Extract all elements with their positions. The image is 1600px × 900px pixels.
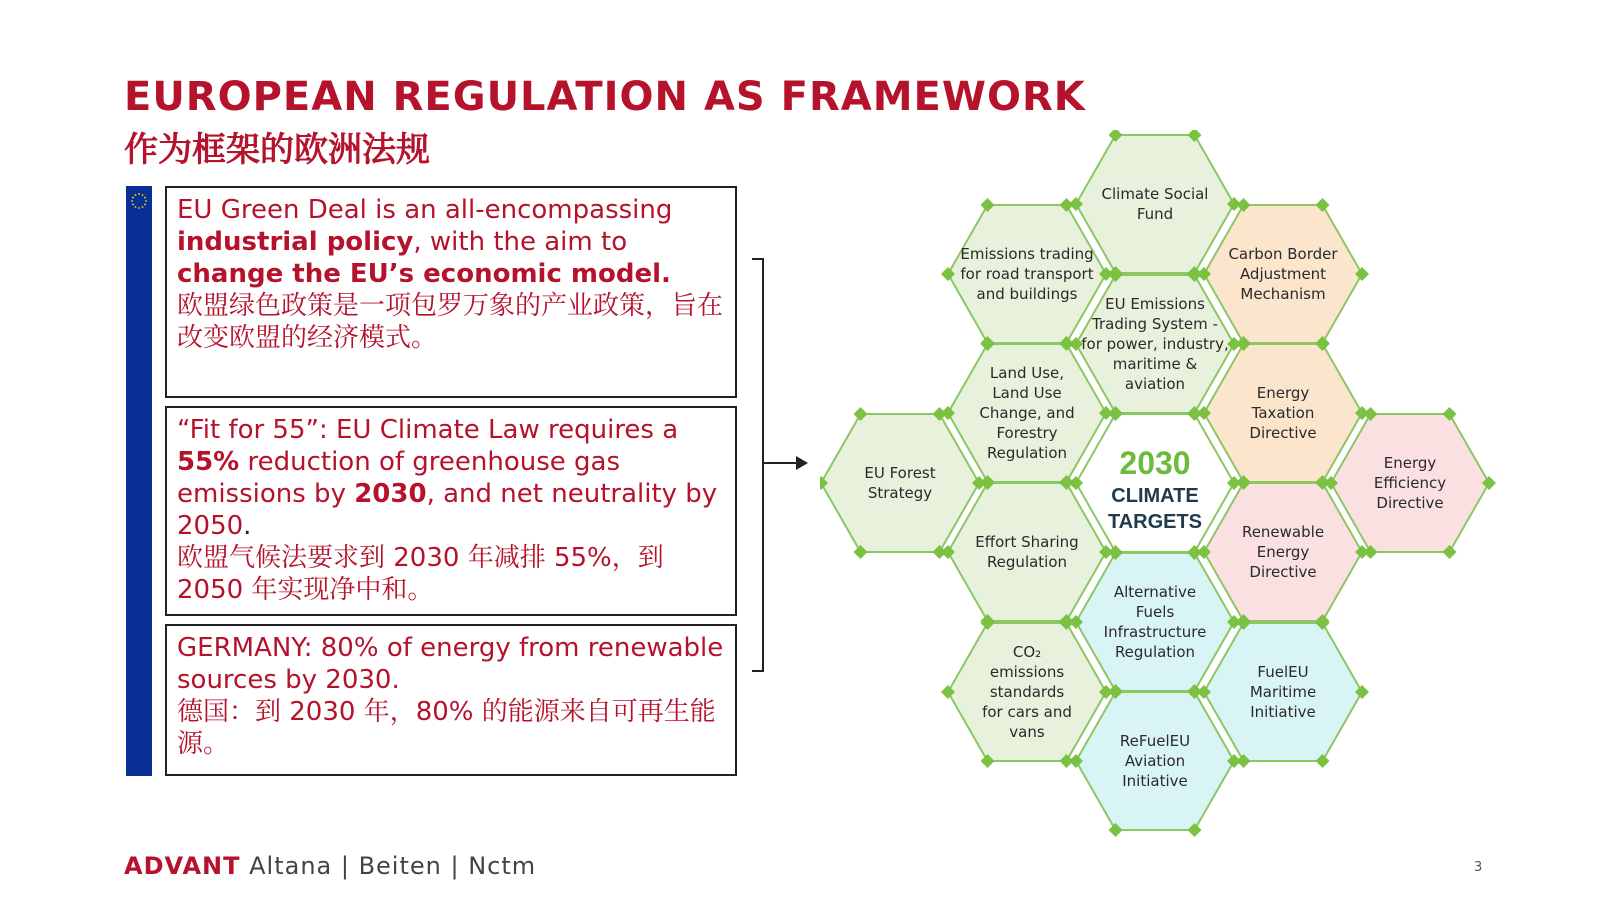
hex-label-line: Maritime (1249, 683, 1317, 701)
hex-label-lulucf (979, 364, 1074, 462)
box2-chinese-text: 欧盟气候法要求到 2030 年减排 55%，到 2050 年实现净中和。 (177, 543, 664, 605)
hex-label-line: for road transport (960, 265, 1094, 283)
hex-label-line: Regulation (986, 553, 1068, 571)
hex-label-energy-efficiency (1374, 454, 1446, 512)
hex-label-line: Land Use (992, 384, 1062, 402)
hex-label-line: EU Forest (864, 464, 936, 482)
hex-label-line: Directive (1376, 494, 1444, 512)
green-deal-box (165, 186, 737, 398)
box2-bold-1: 55% (177, 447, 240, 477)
box3-chinese-text: 德国：到 2030 年，80% 的能源来自可再生能源。 (177, 697, 716, 759)
hex-label-line: Taxation (1251, 404, 1315, 422)
eu-blue-bar (126, 186, 152, 776)
hex-label-line: Directive (1249, 424, 1317, 442)
hex-label-line: Fund (1136, 205, 1174, 223)
hex-label-line: Energy (1256, 543, 1310, 561)
fit-for-55-box (165, 406, 737, 616)
germany-box (165, 624, 737, 776)
right-bracket (752, 258, 764, 672)
slide-title: EUROPEAN REGULATION AS FRAMEWORK (124, 74, 1086, 120)
hex-label-line: Emissions trading (960, 245, 1094, 263)
hex-effort-sharing (948, 483, 1106, 621)
hex-label-line: FuelEU (1257, 663, 1309, 681)
box1-chinese-text: 欧盟绿色政策是一项包罗万象的产业政策，旨在改变欧盟的经济模式。 (177, 291, 724, 353)
hex-label-line: Energy (1256, 384, 1310, 402)
box1-bold-2: change the EU’s economic model. (177, 259, 671, 289)
hex-label-line: Change, and (979, 404, 1075, 422)
slide-subtitle-chinese: 作为框架的欧洲法规 (124, 130, 430, 170)
center-year: 2030 (1119, 445, 1191, 481)
hex-label-line: for cars and (982, 703, 1072, 721)
hex-label-line: Initiative (1250, 703, 1316, 721)
hex-label-line: Initiative (1122, 772, 1188, 790)
hex-label-line: Carbon Border (1228, 245, 1338, 263)
hex-label-line: vans (1009, 723, 1045, 741)
hex-label-line: ReFuelEU (1119, 732, 1191, 750)
hex-label-line: Renewable (1241, 523, 1325, 541)
climate-targets-hex-diagram (820, 130, 1550, 850)
hex-label-line: Climate Social (1101, 185, 1209, 203)
hex-label-line: CO₂ (1012, 643, 1042, 661)
hex-label-line: emissions (989, 663, 1065, 681)
hex-label-line: Regulation (1114, 643, 1196, 661)
hex-label-line: Trading System - (1092, 315, 1218, 333)
company-logo (124, 852, 536, 880)
hex-label-line: EU Emissions (1105, 295, 1205, 313)
hex-label-line: and buildings (976, 285, 1078, 303)
hex-eu-forest (821, 414, 979, 552)
logo-brand: ADVANT (124, 852, 241, 880)
hex-climate-social-fund (1076, 135, 1234, 273)
hex-label-refueleu-aviation (1120, 732, 1190, 790)
hex-label-line: Regulation (986, 444, 1068, 462)
arrow-line (762, 462, 798, 464)
box3-text: GERMANY: 80% of energy from renewable sources by 2030. (177, 633, 724, 695)
hex-label-line: Fuels (1135, 603, 1175, 621)
hex-label-energy-taxation (1249, 384, 1316, 442)
hex-label-line: Adjustment (1239, 265, 1327, 283)
box2-text-1: “Fit for 55”: EU Climate Law requires a (177, 415, 679, 445)
hex-label-line: maritime & (1112, 355, 1198, 373)
hex-label-line: standards (989, 683, 1065, 701)
box1-text-1: EU Green Deal is an all-encompassing (177, 195, 673, 225)
hex-afir (1076, 553, 1234, 691)
hex-label-line: aviation (1124, 375, 1186, 393)
hex-label-cbam (1228, 245, 1338, 303)
hex-label-line: Aviation (1124, 752, 1186, 770)
hex-label-line: for power, industry, (1081, 335, 1229, 353)
box2-bold-2: 2030 (354, 479, 427, 509)
box2-text-2: reduction of greenhouse gas emissions by (177, 447, 621, 509)
box1-bold-1: industrial policy (177, 227, 414, 257)
arrow-right-icon (796, 456, 808, 470)
eu-stars-icon (130, 192, 148, 210)
box2-text-3: , and net neutrality by 2050 (177, 479, 718, 541)
hex-label-line: Infrastructure (1103, 623, 1207, 641)
hex-label-line: Directive (1249, 563, 1317, 581)
hex-label-line: Energy (1383, 454, 1437, 472)
hex-label-line: Efficiency (1373, 474, 1447, 492)
box2-period: . (243, 511, 252, 541)
box1-text-2: , with the aim to (413, 227, 628, 257)
hex-label-line: Land Use, (989, 364, 1065, 382)
hex-label-fueleu-maritime (1250, 663, 1316, 721)
hex-label-line: Alternative (1113, 583, 1197, 601)
hex-label-line: Mechanism (1240, 285, 1326, 303)
hex-label-line: Effort Sharing (975, 533, 1079, 551)
center-line-1: CLIMATE (1111, 485, 1199, 507)
page-number: 3 (1474, 860, 1483, 875)
logo-firm-names: Altana | Beiten | Nctm (240, 852, 537, 880)
hex-label-line: Strategy (867, 484, 933, 502)
center-line-2: TARGETS (1107, 511, 1203, 533)
hex-label-line: Forestry (996, 424, 1058, 442)
hex-label-emissions-trading-road (960, 245, 1093, 303)
